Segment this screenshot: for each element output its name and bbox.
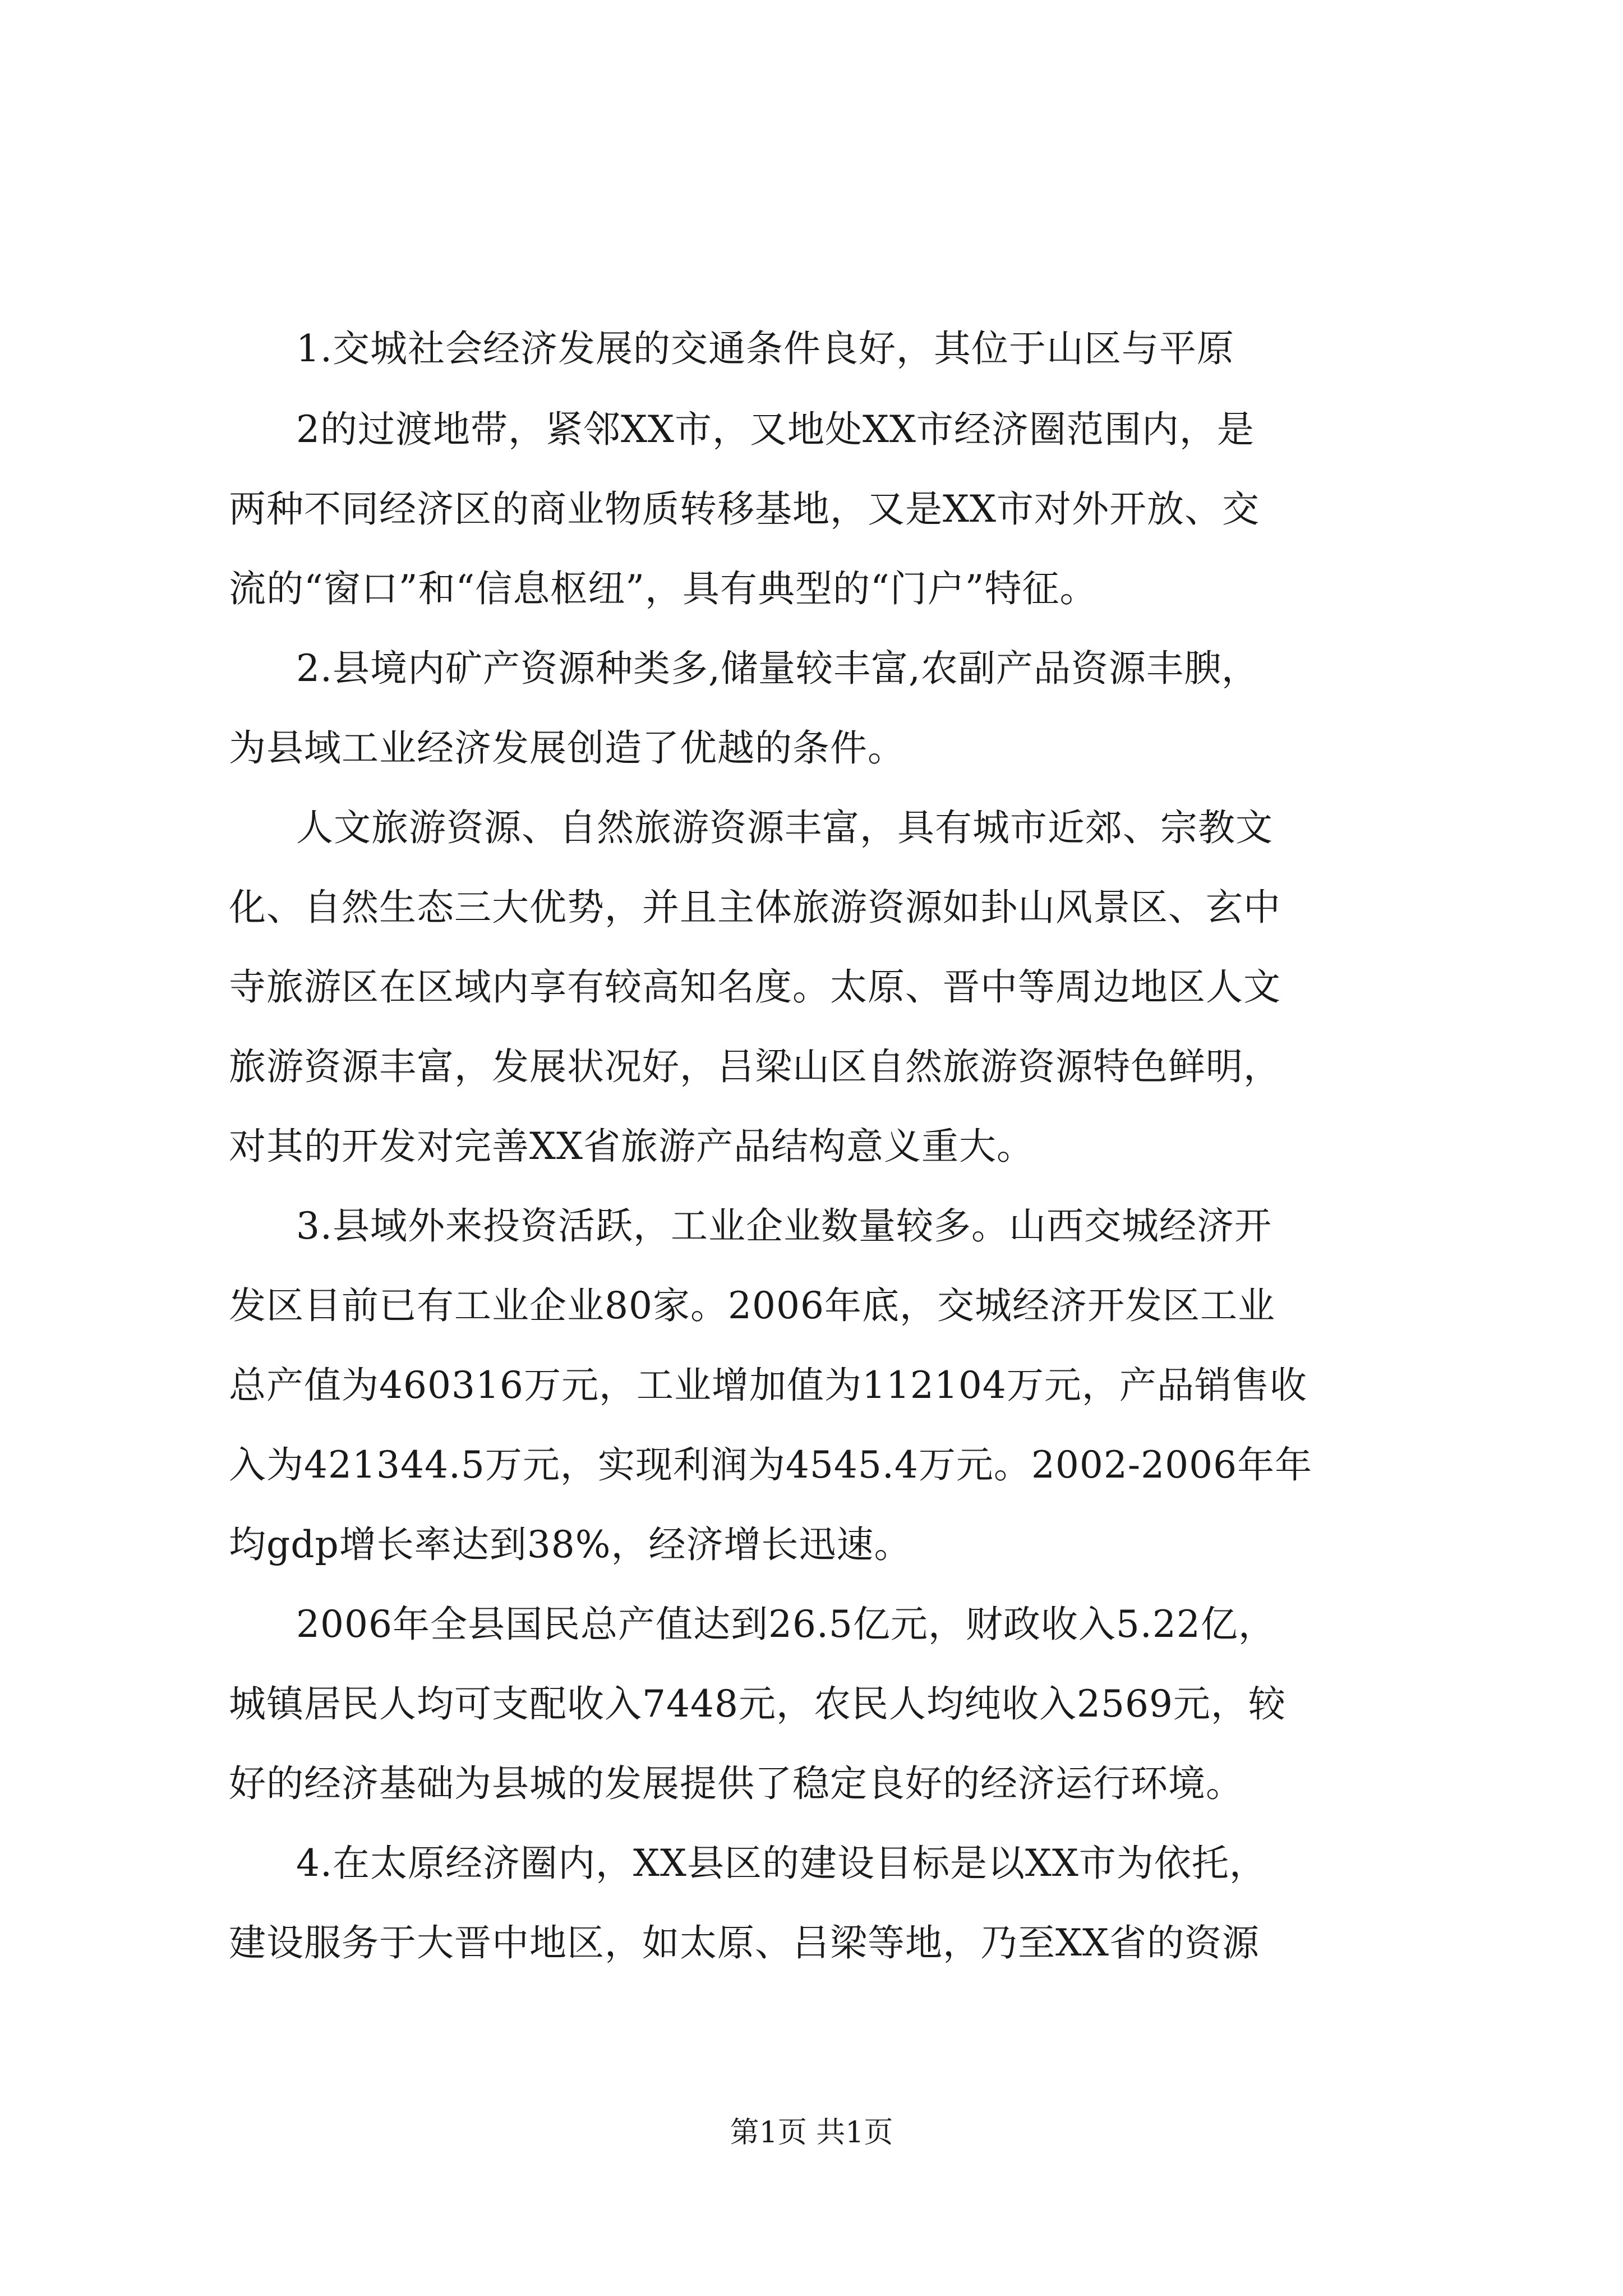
text-line: 3.县域外来投资活跃，工业企业数量较多。山西交城经济开 bbox=[296, 1204, 1272, 1248]
text-line: 均gdp增长率达到38%，经济增长迅速。 bbox=[229, 1523, 912, 1566]
text-line: 化、自然生态三大优势，并且主体旅游资源如卦山风景区、玄中 bbox=[229, 886, 1281, 929]
text-line: 对其的开发对完善XX省旅游产品结构意义重大。 bbox=[229, 1125, 1034, 1168]
text-line: 城镇居民人均可支配收入7448元，农民人均纯收入2569元，较 bbox=[229, 1682, 1286, 1726]
text-line: 发区目前已有工业企业80家。2006年底，交城经济开发区工业 bbox=[229, 1284, 1275, 1327]
text-line: 1.交城社会经济发展的交通条件良好，其位于山区与平原 bbox=[296, 327, 1234, 370]
text-line: 2006年全县国民总产值达到26.5亿元，财政收入5.22亿， bbox=[296, 1603, 1276, 1646]
text-line: 寺旅游区在区域内享有较高知名度。太原、晋中等周边地区人文 bbox=[229, 965, 1281, 1009]
text-line: 2.县境内矿产资源种类多,储量较丰富,农副产品资源丰腴， bbox=[296, 647, 1259, 690]
text-line: 人文旅游资源、自然旅游资源丰富，具有城市近郊、宗教文 bbox=[296, 806, 1273, 849]
text-line: 两种不同经济区的商业物质转移基地，又是XX市对外开放、交 bbox=[229, 487, 1260, 531]
page-number-footer: 第1页 共1页 bbox=[730, 2116, 893, 2150]
text-line: 4.在太原经济圈内，XX县区的建设目标是以XX市为依托， bbox=[296, 1842, 1267, 1885]
text-line: 为县域工业经济发展创造了优越的条件。 bbox=[229, 726, 905, 770]
text-line: 入为421344.5万元，实现利润为4545.4万元。2002-2006年年 bbox=[229, 1443, 1313, 1487]
text-line: 旅游资源丰富，发展状况好，吕梁山区自然旅游资源特色鲜明， bbox=[229, 1045, 1281, 1088]
text-line: 建设服务于大晋中地区，如太原、吕梁等地，乃至XX省的资源 bbox=[229, 1921, 1260, 1964]
text-line: 好的经济基础为县城的发展提供了稳定良好的经济运行环境。 bbox=[229, 1762, 1243, 1805]
text-line: 总产值为460316万元，工业增加值为112104万元，产品销售收 bbox=[229, 1364, 1307, 1407]
text-line: 流的“窗口”和“信息枢纽”，具有典型的“门户”特征。 bbox=[229, 567, 1098, 610]
text-line: 2的过渡地带，紧邻XX市，又地处XX市经济圈范围内，是 bbox=[296, 408, 1255, 451]
